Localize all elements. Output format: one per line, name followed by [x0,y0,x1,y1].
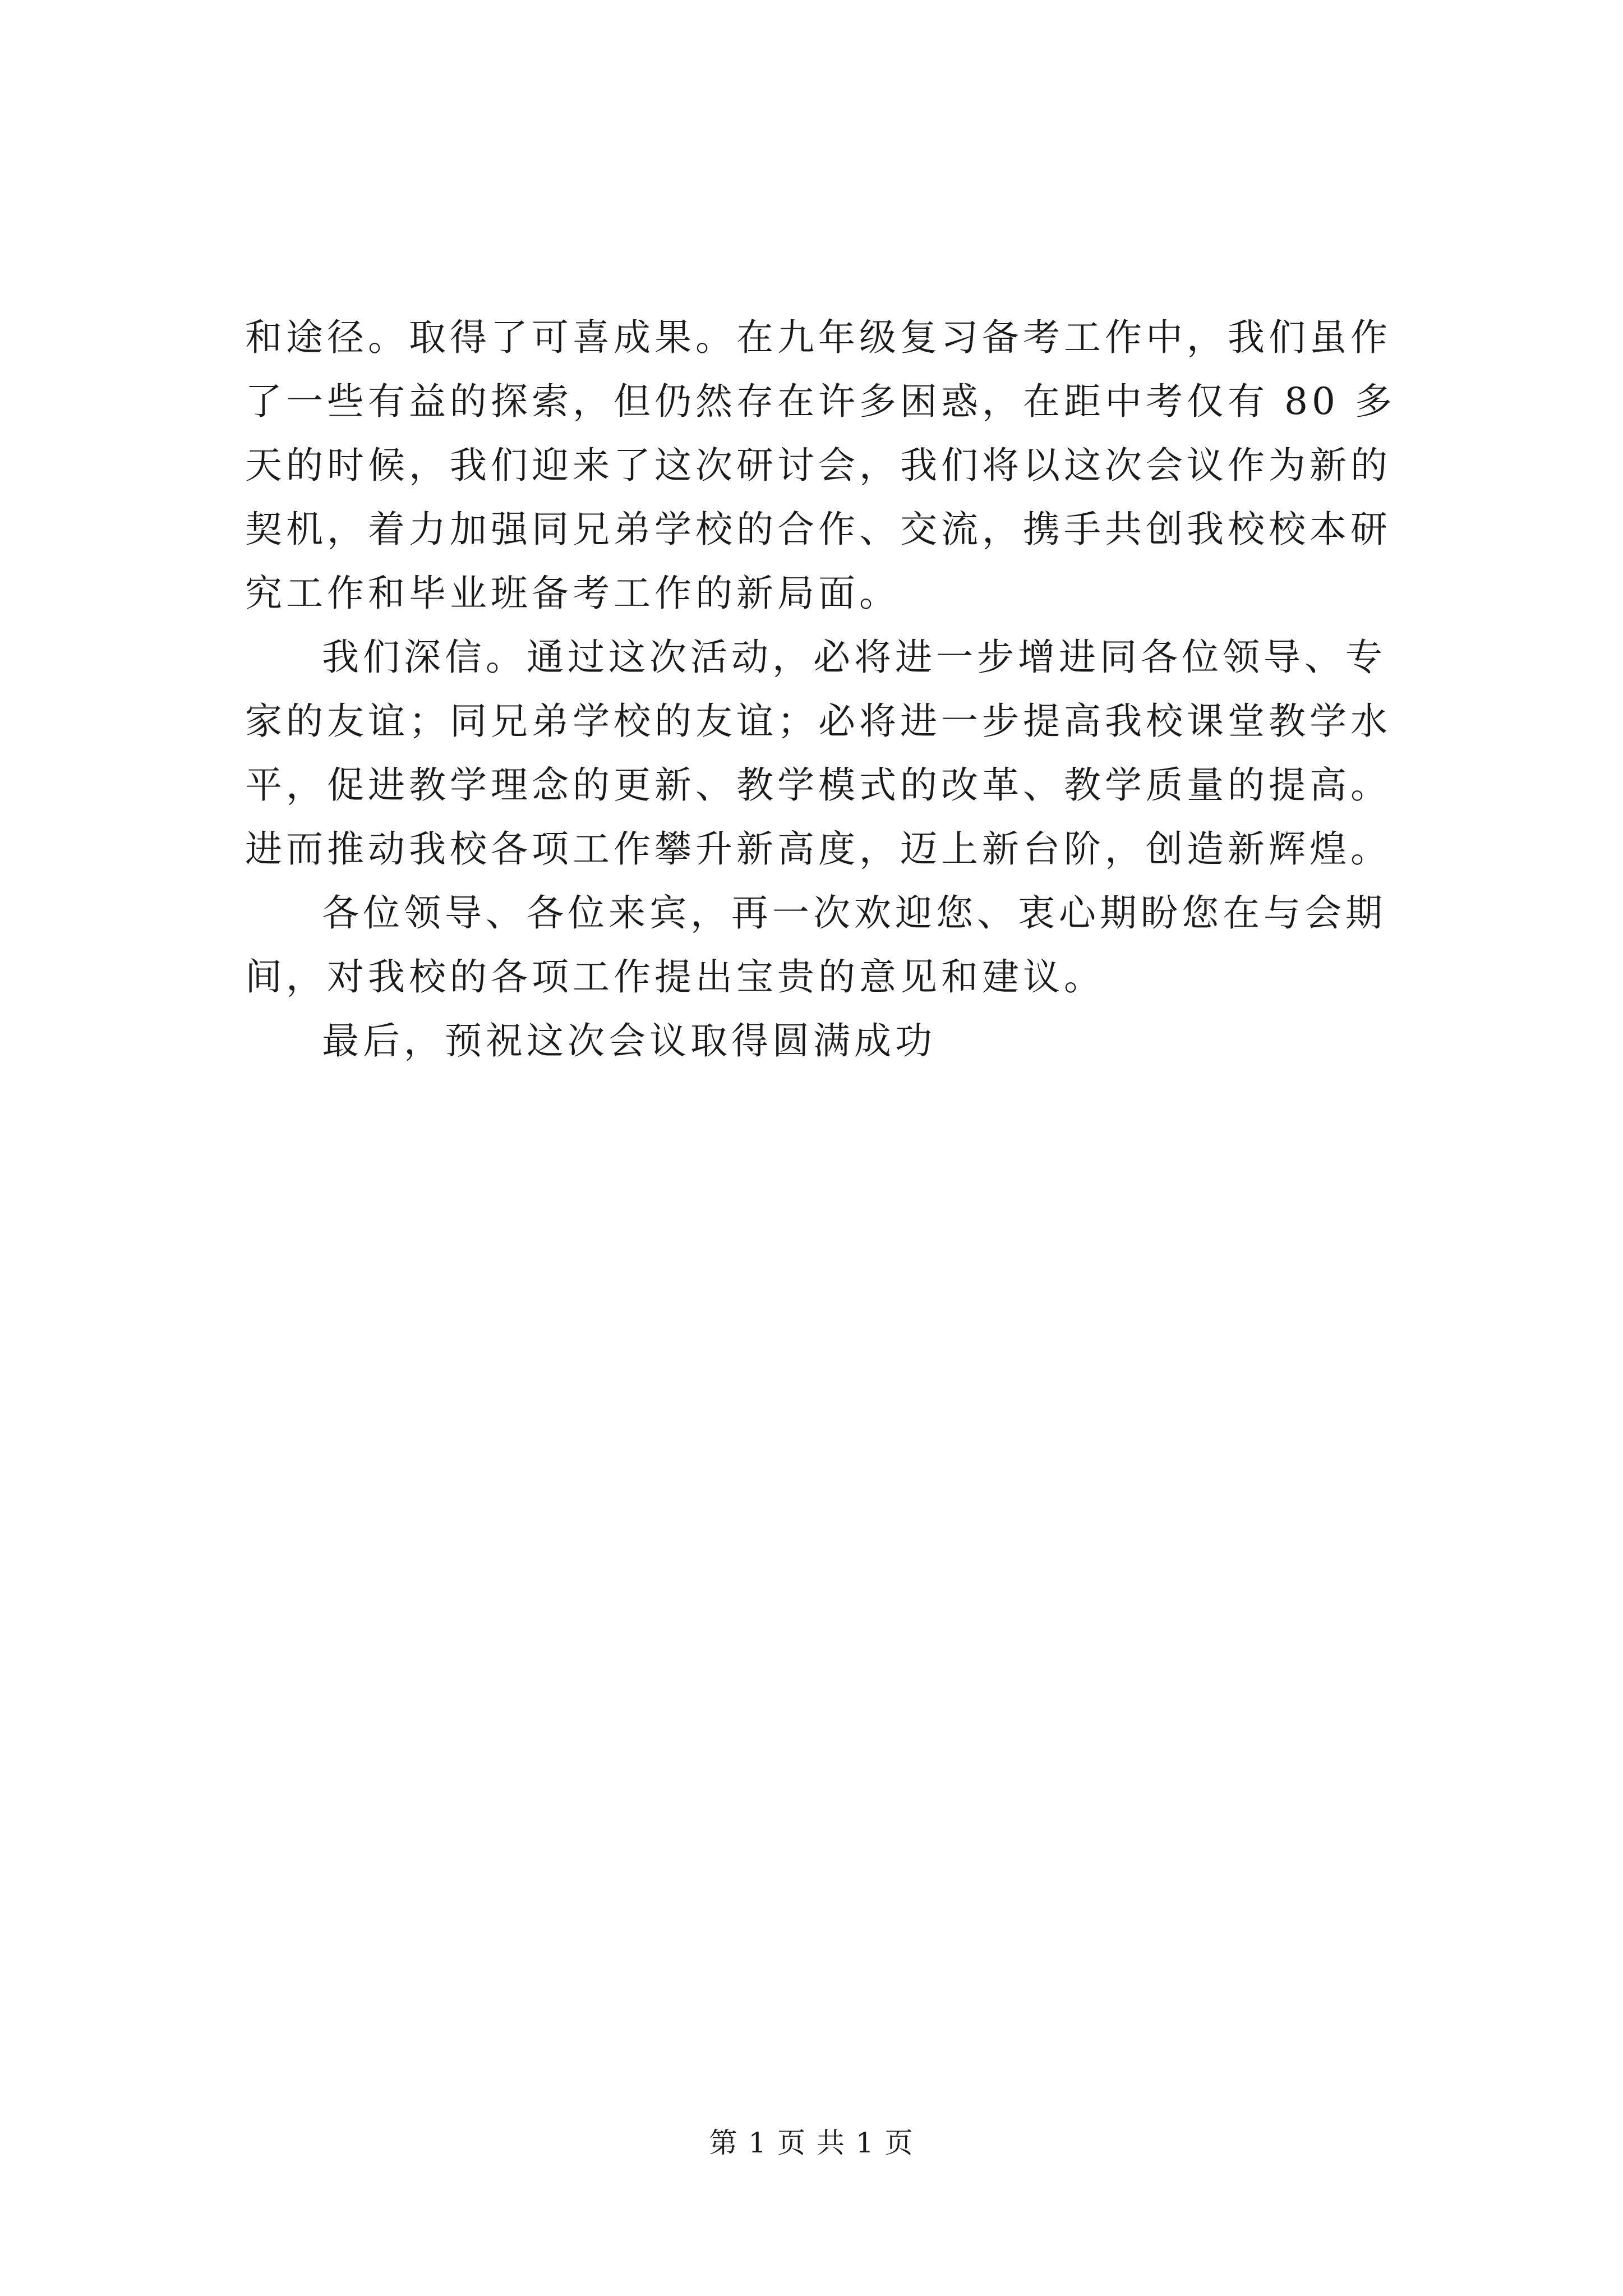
paragraph-line: 平，促进教学理念的更新、教学模式的改革、教学质量的提高。 [245,763,1391,807]
paragraph-line: 契机，着力加强同兄弟学校的合作、交流，携手共创我校校本研 [245,508,1391,551]
paragraph-2 [245,625,1412,881]
paragraph-line: 进而推动我校各项工作攀升新高度，迈上新台阶，创造新辉煌。 [245,827,1391,871]
paragraph-4 [245,1009,1412,1073]
paragraph-line: 究工作和毕业班备考工作的新局面。 [245,572,900,615]
page-number-footer: 第 1 页 共 1 页 [709,2127,914,2159]
paragraph-line: 和途径。取得了可喜成果。在九年级复习备考工作中，我们虽作 [245,316,1391,359]
paragraph-line: 家的友谊；同兄弟学校的友谊；必将进一步提高我校课堂教学水 [245,700,1391,743]
paragraph-line: 天的时候，我们迎来了这次研讨会，我们将以这次会议作为新的 [245,444,1391,487]
paragraph-3 [245,881,1412,1009]
paragraph-line: 间，对我校的各项工作提出宝贵的意见和建议。 [245,955,1105,999]
paragraph-line: 我们深信。通过这次活动，必将进一步增进同各位领导、专 [322,636,1386,679]
paragraph-1 [245,306,1412,625]
paragraph-line: 了一些有益的探索，但仍然存在许多困惑，在距中考仅有 80 多 [245,380,1396,423]
paragraph-line: 最后，预祝这次会议取得圆满成功 [322,1019,936,1062]
paragraph-line: 各位领导、各位来宾，再一次欢迎您、衷心期盼您在与会期 [322,891,1386,935]
document-body [245,306,1412,1073]
